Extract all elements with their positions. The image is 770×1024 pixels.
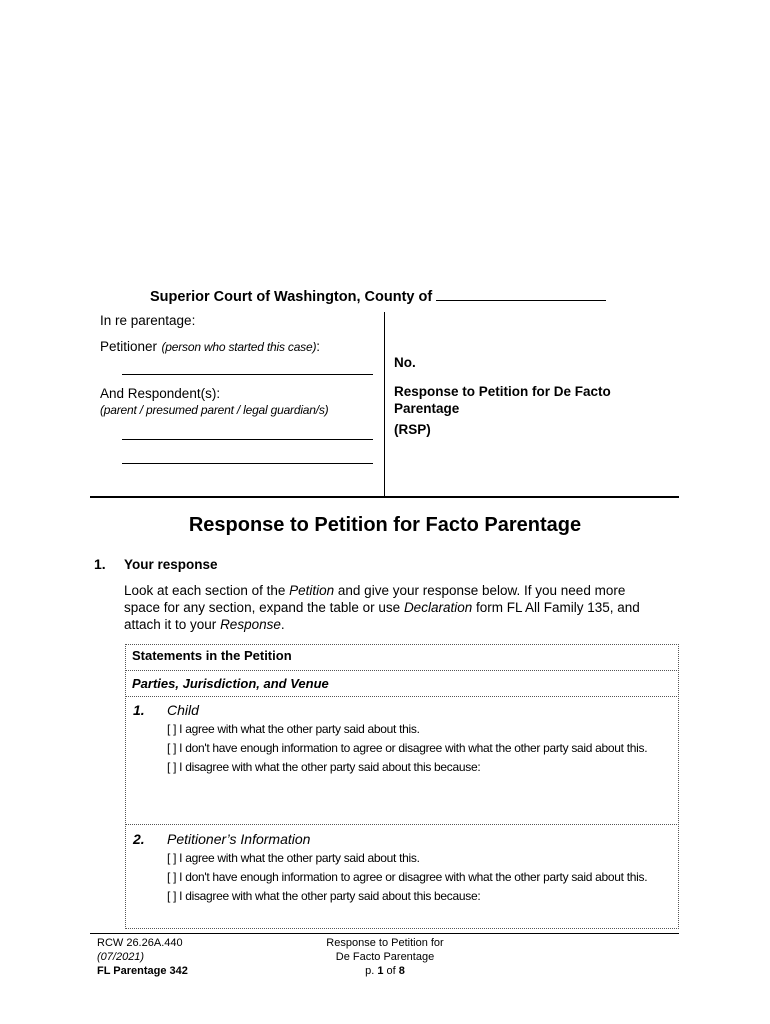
table-row-divider [125, 824, 679, 825]
respondent-name-line-1[interactable] [122, 439, 373, 440]
in-re-label: In re parentage: [100, 313, 196, 328]
petitioner-label: Petitioner [100, 339, 158, 354]
page-total: 8 [398, 965, 405, 977]
case-number-label: No. [394, 355, 416, 370]
respondent-label: And Respondent(s): [100, 386, 221, 401]
page-indicator [285, 964, 485, 978]
page-prefix: p. [365, 965, 378, 977]
court-name: Superior Court of Washington, County of [150, 289, 433, 305]
section-heading: Your response [124, 557, 218, 572]
petition-ref: Petition [289, 583, 335, 598]
checkbox-option[interactable]: [ ] I agree with what the other party said about this. [167, 851, 420, 865]
petitioner-colon: : [316, 339, 321, 354]
checkbox-option[interactable]: [ ] I agree with what the other party said about this. [167, 722, 420, 736]
respondent-hint: (parent / presumed parent / legal guardian/s) [100, 403, 329, 417]
court-heading [150, 287, 606, 305]
caption-doc-code: (RSP) [394, 422, 431, 437]
caption-doc-title-1: Response to Petition for De Facto [394, 384, 611, 399]
item-number: 2. [133, 831, 145, 847]
section-number: 1. [94, 556, 106, 572]
petitioner-line [100, 338, 320, 356]
petitioner-name-line[interactable] [122, 374, 373, 375]
instructions-text: form FL All Family 135, and attach it to your [124, 600, 640, 632]
respondent-name-line-2[interactable] [122, 463, 373, 464]
instructions-text: . [280, 617, 285, 632]
table-subheader: Parties, Jurisdiction, and Venue [132, 676, 329, 691]
table-header: Statements in the Petition [132, 648, 292, 663]
checkbox-option[interactable]: [ ] I don't have enough information to agree or disagree with what the other party said about this. [167, 741, 648, 755]
item-title: Child [167, 702, 199, 718]
instructions-text: Look at each section of the [124, 583, 290, 598]
petitioner-hint: (person who started this case) [161, 340, 317, 354]
footer-doc-title-2: De Facto Parentage [335, 951, 435, 963]
footer-left [97, 936, 188, 978]
instructions-text: and give your response below. If you need more space for any section, expand the table or use [124, 583, 626, 615]
page-number: 1 [377, 965, 384, 977]
instructions-paragraph [124, 582, 664, 633]
page-title: Response to Petition for Facto Parentage [188, 514, 582, 536]
footer-date: (07/2021) [97, 951, 145, 963]
declaration-ref: Declaration [403, 600, 473, 615]
footer-rule [90, 933, 679, 934]
footer-form-id: FL Parentage 342 [97, 965, 188, 977]
checkbox-option[interactable]: [ ] I don't have enough information to agree or disagree with what the other party said about this. [167, 870, 648, 884]
footer-doc-title-1: Response to Petition for [326, 937, 444, 949]
table-row-divider [125, 696, 679, 697]
footer-statute: RCW 26.26A.440 [97, 937, 183, 949]
item-number: 1. [133, 702, 145, 718]
footer-center [285, 936, 485, 978]
item-title: Petitioner’s Information [167, 831, 311, 847]
caption-doc-title-2: Parentage [394, 401, 460, 416]
caption-rule [90, 496, 679, 498]
caption-divider [384, 312, 385, 498]
county-blank[interactable] [436, 287, 606, 301]
page-of: of [383, 965, 399, 977]
checkbox-option[interactable]: [ ] I disagree with what the other party said about this because: [167, 889, 481, 903]
table-row-divider [125, 670, 679, 671]
response-ref: Response [220, 617, 281, 632]
checkbox-option[interactable]: [ ] I disagree with what the other party said about this because: [167, 760, 481, 774]
